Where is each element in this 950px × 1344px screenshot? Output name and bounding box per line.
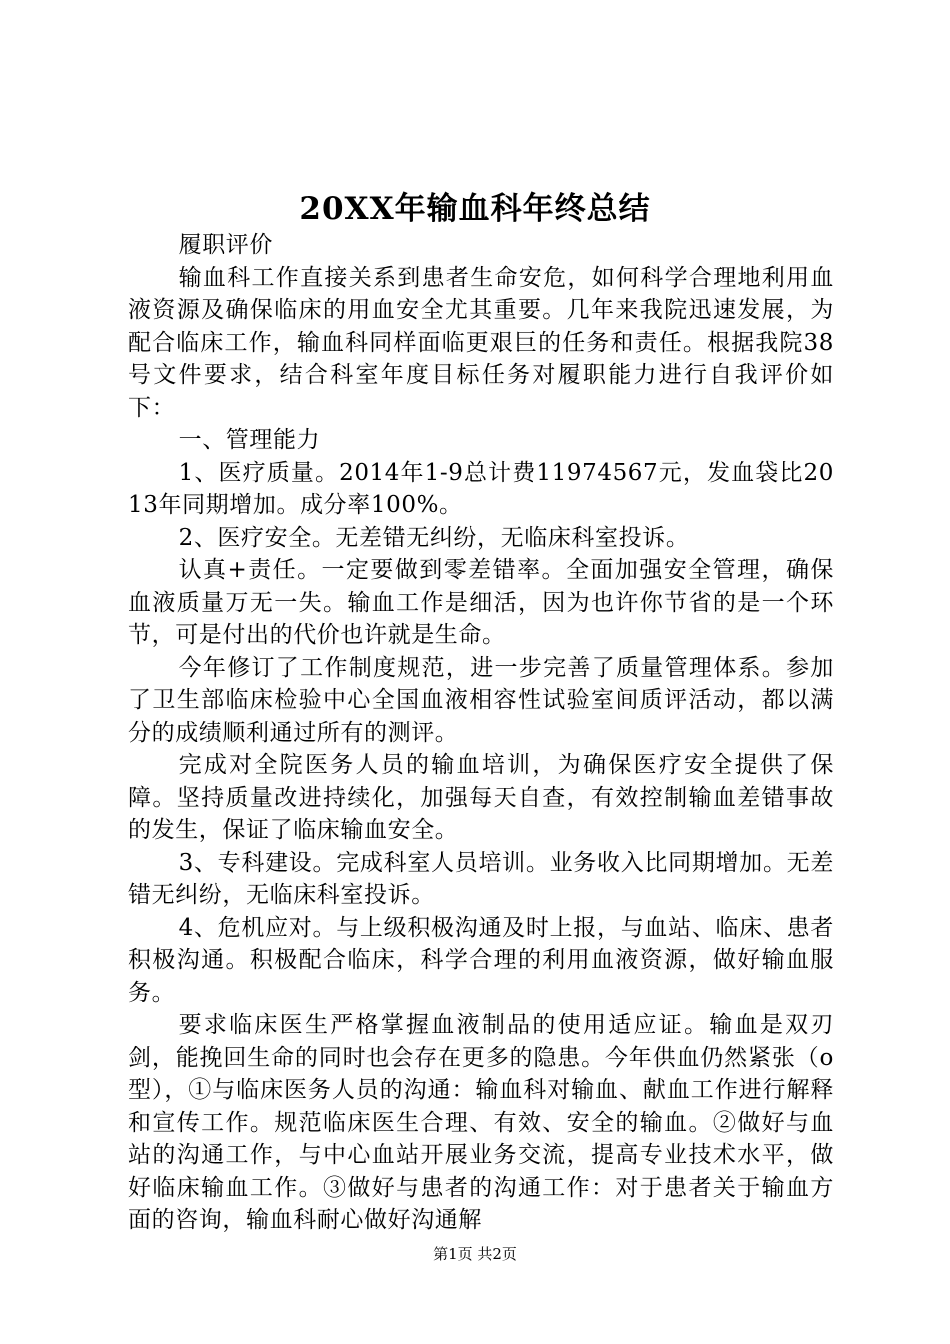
document-title: 20XX年输血科年终总结 [299,191,651,227]
paragraph-specialty-building: 3、专科建设。完成科室人员培训。业务收入比同期增加。无差错无纠纷，无临床科室投诉。 [128,849,834,908]
paragraph-diligence-responsibility: 认真+责任。一定要做到零差错率。全面加强安全管理，确保血液质量万无一失。输血工作是细活，因为也许你节省的是一个环节，可是付出的代价也许就是生命。 [128,557,834,648]
paragraph-quality-system: 今年修订了工作制度规范，进一步完善了质量管理体系。参加了卫生部临床检验中心全国血液相容性试验室间质评活动，都以满分的成绩顺利通过所有的测评。 [128,654,834,746]
paragraph-medical-safety: 2、医疗安全。无差错无纠纷，无临床科室投诉。 [178,524,690,551]
document-body [128,229,834,1237]
paragraph-clinical-communication: 要求临床医生严格掌握血液制品的使用适应证。输血是双刃剑，能挽回生命的同时也会存在更多的隐患。今年供血仍然紧张（o型），①与临床医务人员的沟通：输血科对输血、献血工作进行解释和宣传工作。规范临床医生合理、有效、安全的输血。②做好与血站的沟通工作，与中心血站开展业务交流，提高专业技术水平，做好临床输血工作。③做好与患者的沟通工作：对于患者关于输血方面的咨询，输血科耐心做好沟通解 [128,1012,834,1233]
section-heading-performance-evaluation: 履职评价 [178,232,273,258]
page-number-footer: 第1页 共2页 [433,1245,517,1263]
paragraph-medical-quality: 1、医疗质量。2014年1-9总计费11974567元，发血袋比2013年同期增加。成分率100%。 [128,459,834,518]
paragraph-intro: 输血科工作直接关系到患者生命安危，如何科学合理地利用血液资源及确保临床的用血安全尤其重要。几年来我院迅速发展，为配合临床工作，输血科同样面临更艰巨的任务和责任。根据我院38号文件要求，结合科室年度目标任务对履职能力进行自我评价如下： [128,264,834,421]
paragraph-training: 完成对全院医务人员的输血培训，为确保医疗安全提供了保障。坚持质量改进持续化，加强每天自查，有效控制输血差错事故的发生，保证了临床输血安全。 [128,752,834,843]
section-heading-management-ability: 一、管理能力 [178,427,321,453]
paragraph-crisis-response: 4、危机应对。与上级积极沟通及时上报，与血站、临床、患者积极沟通。积极配合临床，科学合理的利用血液资源，做好输血服务。 [128,914,834,1006]
